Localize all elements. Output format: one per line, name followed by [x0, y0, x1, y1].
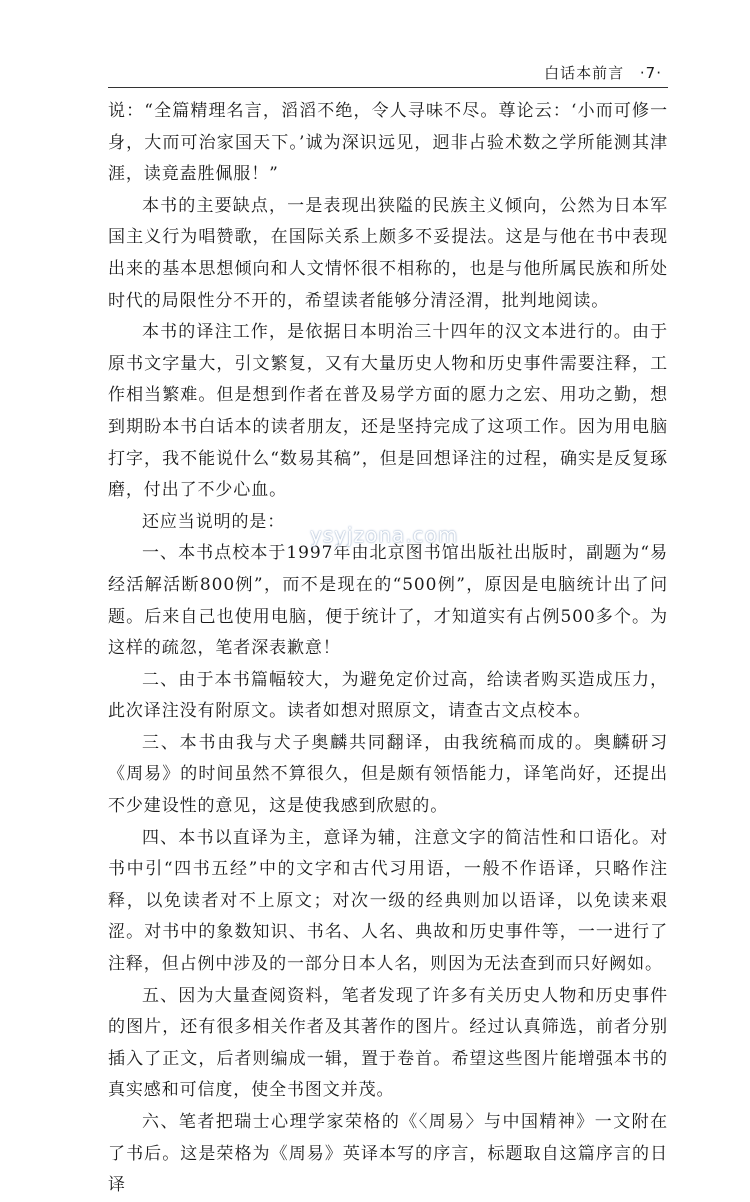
- watermark: ysyjzona.com: [310, 523, 459, 547]
- paragraph-note-2: 二、由于本书篇幅较大，为避免定价过高，给读者购买造成压力，此次译注没有附原文。读者如想对照原文，请查古文点校本。: [108, 669, 668, 722]
- paragraph-continuation: 说：“全篇精理名言，滔滔不绝，令人寻味不尽。尊论云：‘小而可修一身，大而可治家国天下。’诚为深识远见，迥非占验术数之学所能测其津涯，读竟盍胜佩服！”: [108, 101, 668, 185]
- paragraph-note-1: 一、本书点校本于1997年由北京图书馆出版社出版时，副题为“易经活解活断800例”，而不是现在的“500例”，原因是电脑统计出了问题。后来自己也使用电脑，便于统计了，才知道实有占例500多个。为这样的疏忽，笔者深表歉意！: [108, 543, 668, 659]
- header-rule: [108, 87, 668, 88]
- body-text: [108, 96, 668, 1202]
- paragraph-note-4: 四、本书以直译为主，意译为辅，注意文字的简洁性和口语化。对书中引“四书五经”中的文字和古代习用语，一般不作语译，只略作注释，以免读者对不上原文；对次一级的经典则加以语译，以免读来艰涩。对书中的象数知识、书名、人名、典故和历史事件等，一一进行了注释，但占例中涉及的一部分日本人名，则因为无法查到而只好阙如。: [108, 827, 668, 975]
- paragraph-translation-work: 本书的译注工作，是依据日本明治三十四年的汉文本进行的。由于原书文字量大，引文繁复，又有大量历史人物和历史事件需要注释，工作相当繁难。但是想到作者在普及易学方面的愿力之宏、用功之勤，想到期盼本书白话本的读者朋友，还是坚持完成了这项工作。因为用电脑打字，我不能说什么“数易其稿”，但是回想译注的过程，确实是反复琢磨，付出了不少心血。: [108, 322, 668, 501]
- paragraph-note-5: 五、因为大量查阅资料，笔者发现了许多有关历史人物和历史事件的图片，还有很多相关作者及其著作的图片。经过认真筛选，前者分别插入了正文，后者则编成一辑，置于卷首。希望这些图片能增强本书的真实感和可信度，使全书图文并茂。: [108, 985, 668, 1101]
- paragraph-shortcomings: 本书的主要缺点，一是表现出狭隘的民族主义倾向，公然为日本军国主义行为唱赞歌，在国际关系上颇多不妥提法。这是与他在书中表现出来的基本思想倾向和人文情怀很不相称的，也是与他所属民族和所处时代的局限性分不开的，希望读者能够分清泾渭，批判地阅读。: [108, 195, 668, 311]
- page-number: ·7·: [639, 64, 662, 82]
- paragraph-note-6: 六、笔者把瑞士心理学家荣格的《〈周易〉与中国精神》一文附在了书后。这是荣格为《周易》英译本写的序言，标题取自这篇序言的日译: [108, 1112, 668, 1196]
- paragraph-notes-intro: 还应当说明的是：: [142, 511, 286, 532]
- running-header: [544, 62, 662, 83]
- paragraph-note-3: 三、本书由我与犬子奥麟共同翻译，由我统稿而成的。奥麟研习《周易》的时间虽然不算很久，但是颇有领悟能力，译笔尚好，还提出不少建设性的意见，这是使我感到欣慰的。: [108, 732, 668, 817]
- header-title: 白话本前言: [544, 64, 625, 82]
